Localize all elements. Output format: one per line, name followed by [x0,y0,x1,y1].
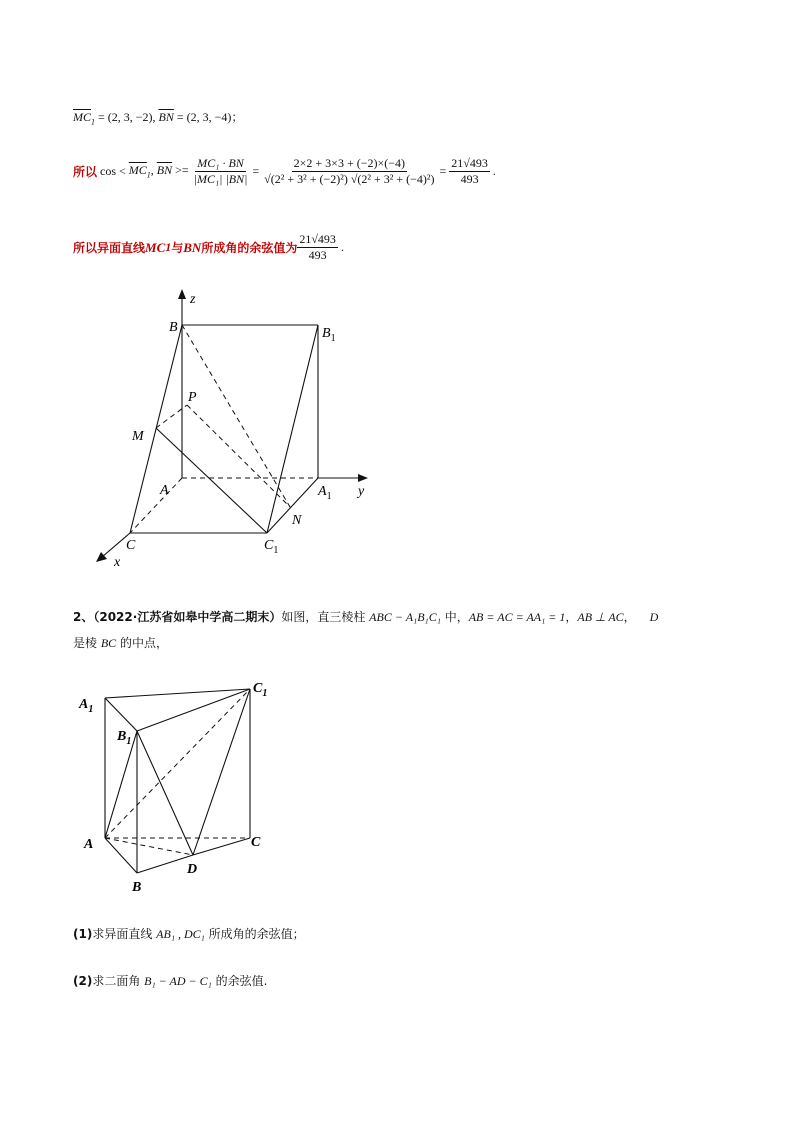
question-1-lines: AB₁ , DC₁ [156,927,205,941]
label-x: x [114,555,121,570]
angle-vectors: $\overline{MC}_1$, $\overline{BN}$ >= [128,163,189,180]
conclusion-fraction: $\frac{21√493}{493}$ [299,232,336,262]
vector-bn-value: = (2, 3, −4) [173,110,232,124]
conclusion-line: 所以异面直线 MC 1 与 BN 所成角的余弦值为 $\frac{21√493}{493}$ . [73,232,344,262]
point-D: D [649,610,659,624]
cos-label: cos < [100,164,126,178]
question-2-dihedral-angle: B₁ − AD − C₁ [144,974,212,988]
label-A1: $A_1$ [79,697,94,715]
vector-values-line: $\overline{MC}_1 = (2$, 3, −2), $\overline{BN} = (2$, 3, −4)； [73,110,244,127]
label-C1: $C_1$ [264,538,279,556]
edge-B1-C1 [267,325,318,533]
label-C: C [126,538,136,553]
figure-1-prism-coordinates [90,285,380,575]
segment-B-N-hidden [182,325,290,507]
label-P: P [188,390,197,405]
label-N: N [292,513,302,528]
vector-mc1-value: = (2, 3, −2), [95,110,159,124]
edge-A-C-hidden [130,478,182,533]
label-B: B [132,880,142,895]
so-prefix: 所以 [73,165,98,179]
label-C1: $C_1$ [253,681,268,699]
label-B: B [169,320,178,335]
vector-mc1: $\overline{MC}$ [73,110,91,124]
conclusion-prefix: 所以异面直线 [73,241,146,255]
result-fraction: $\frac{21√493}{493}$ [451,156,488,186]
condition-perpendicular: AB ⊥ AC [577,610,624,624]
numeric-fraction: $\frac{2\times 2 + 3\times 3 + (-2)\times(-4)}{\text{√(2² + 3² + (−2)²) √(2² + 3² + (−4)²)}}$ [264,156,435,186]
segment-M-C1 [156,428,267,533]
vector-bn: $\overline{BN}$ [158,110,174,124]
problem-source: （2022·江苏省如皋中学高二期末） [93,610,282,624]
problem-number: 2、 [73,610,94,624]
question-2-label: (2) [73,974,93,988]
label-A1: $A_1$ [318,484,332,502]
segment-B1-D [137,731,193,855]
label-B1: $B_1$ [117,729,132,747]
figure-2-triangular-prism [75,678,285,898]
condition-equal-lengths: AB = AC = AA₁ = 1 [468,610,566,624]
label-M: M [132,429,144,444]
edge-A1-B1 [105,698,137,731]
edge-BC: BC [100,636,117,650]
label-A: A [160,483,169,498]
z-axis-arrow-icon [178,289,186,299]
question-1: (1)求异面直线 AB₁ , DC₁ 所成角的余弦值； [73,927,305,941]
label-A: A [84,837,94,852]
question-2: (2)求二面角 B₁ − AD − C₁ 的余弦值. [73,974,268,988]
y-axis-arrow-icon [358,474,368,482]
edge-D-C [193,838,250,855]
problem-2-statement: 2、（2022·江苏省如皋中学高二期末）如图，直三棱柱 ABC − A₁B₁C₁ 中，AB = AC = AA₁ = 1，AB ⊥ AC， D 是棱 BC 的中点， [73,610,659,650]
label-D: D [187,862,198,877]
label-C: C [251,835,261,850]
edge-B-D [137,855,193,873]
label-z: z [190,292,196,307]
prism-name: ABC − A₁B₁C₁ [369,610,441,624]
segment-D-C1 [193,689,250,855]
label-y: y [358,484,365,499]
label-B1: $B_1$ [322,326,336,344]
question-1-label: (1) [73,927,93,941]
cosine-computation-line: 所以 cos < $\overline{MC}_1$, $\overline{BN}$ >= $\frac{\text{MC₁ · BN}}{\text{|MC₁| |BN|}}$ = $\frac{2\times 2 + 3\times 3 + (-2)\times(-4)}{\text{√(2² + 3² + (−2)²) √(2² + 3² + (−4)²)}}$ = $\frac{21√493}{493}$ . [73,156,496,186]
dot-product-fraction: $\frac{\text{MC₁ · BN}}{\text{|MC₁| |BN|}}$ [193,156,248,186]
